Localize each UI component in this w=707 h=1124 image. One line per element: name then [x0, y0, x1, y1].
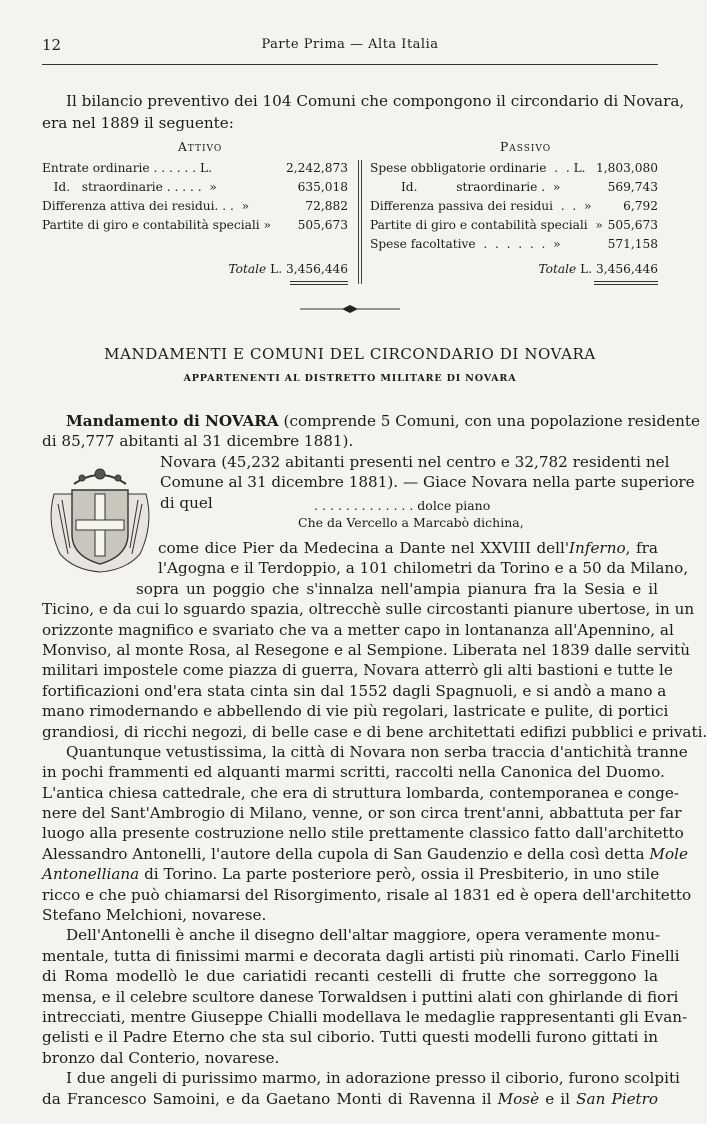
total-underline [290, 284, 348, 285]
intro-paragraph [42, 90, 685, 134]
book-title-inferno: Inferno [569, 539, 626, 557]
passivo-total [370, 262, 658, 280]
header-rule [42, 64, 658, 65]
attivo-row: Entrate ordinarie . . . . . . L. 2,242,873 [42, 161, 348, 175]
passivo-row: Id. straordinarie . » 569,743 [370, 180, 658, 194]
column-divider [361, 160, 362, 284]
verse-line-1: . . . . . . . . . . . . . dolce piano [314, 498, 491, 513]
passivo-row: Differenza passiva dei residui . . » 6,792 [370, 199, 658, 213]
total-underline [290, 281, 348, 282]
running-title: Parte Prima — Alta Italia [261, 37, 439, 52]
total-value: L. 3,456,446 [580, 262, 658, 276]
ornament-divider [300, 303, 400, 315]
passivo-heading: Passivo [500, 140, 552, 154]
paragraph-novara-intro: Novara (45,232 abitanti presenti nel centro e 32,782 residenti nel Comune al 31 dicembre 1881). — Giace Novara nella parte superiore di quel [160, 453, 695, 512]
column-divider [358, 160, 359, 284]
attivo-row: Differenza attiva dei residui. . . » 72,882 [42, 199, 348, 213]
intro-line-1: Il bilancio preventivo dei 104 Comuni che compongono il circondario di Novara, [66, 92, 685, 110]
attivo-row: Partite di giro e contabilità speciali » 505,673 [42, 218, 348, 232]
paragraph-novara-wrap: come dice Pier da Medecina a Dante nel XXVIII dell'Inferno, fra l'Agogna e il Terdoppio, a 101 chilometri da Torino e a 50 da Milano, [158, 539, 689, 578]
attivo-total [42, 262, 348, 280]
total-label: Totale [538, 262, 577, 276]
attivo-row: Id. straordinarie . . . . . » 635,018 [42, 180, 348, 194]
intro-line-2: era nel 1889 il seguente: [42, 114, 234, 132]
total-value: L. 3,456,446 [270, 262, 348, 276]
passivo-row: Spese facoltative . . . . . . » 571,158 [370, 237, 658, 251]
novara-coat-of-arms [44, 464, 156, 574]
paragraph-mandamento: Mandamento di NOVARA (comprende 5 Comuni, con una popolazione residente di 85,777 abitanti al 31 dicembre 1881). [42, 412, 700, 451]
paragraph-novara-body: Ticino, e da cui lo sguardo spazia, oltrecchè sulle circostanti pianure ubertose, in un orizzonte magnifico e svariato che va a metter capo in lontananza all'Apennino, al Monviso, al monte Rosa, al Resegone e al Sempione. Liberata nel 1839 dalle servitù militari impostele come piazza di guerra, Novara atterrò gli alti bastioni e tutte le fortificazioni ond'era stata cinta sin dal 1552 dagli Spagnuoli, e si andò a mano a mano rimodernando e abbellendo di vie più regolari, lastricate e pulite, di portici grandiosi, di ricchi negozi, di belle case e di bene architettati edifizi pubblici e privati. Quantunque vetustissima, la città di Novara non serba traccia d'antichità tranne in pochi frammenti ed alquanti marmi scritti, raccolti nella Canonica del Duomo. L'antica chiesa cattedrale, che era di struttura lombarda, contemporanea e conge- nere del Sant'Ambrogio di Milano, venne, or son circa trent'anni, abbattuta per far luogo alla presente costruzione nello stile prettamente classico fatto dall'architetto Alessandro Antonelli, l'autore della cupola di San Gaudenzio e della così detta Mole Antonelliana di Torino. La parte posteriore però, ossia il Presbiterio, in uno stile ricco e che può chiamarsi del Risorgimento, risale al 1831 ed è opera dell'architetto Stefano Melchioni, novarese. Dell'Antonelli è anche il disegno dell'altar maggiore, opera veramente monu- mentale, tutta di finissimi marmi e decorata dagli artisti più rinomati. Carlo Finelli di Roma modellò le due cariatidi recanti cestelli di frutte che sorreggono la mensa, e il celebre scultore danese Torwaldsen i puttini alati con ghirlande di fiori intrecciati, mentre Giuseppe Chialli modellava le medaglie rappresentanti gli Evan- gelisti e il Padre Eterno che sta sul ciborio. Tutti questi modelli furono gittati in bronzo dal Conterio, novarese. I due angeli di purissimo marmo, in adorazione presso il ciborio, furono scolpiti da Francesco Samoini, e da Gaetano Monti di Ravenna il Mosè e il San Pietro [42, 600, 707, 1108]
running-header [42, 36, 658, 56]
page-number: 12 [42, 36, 62, 54]
passivo-row: Partite di giro e contabilità speciali » 505,673 [370, 218, 658, 232]
section-title: MANDAMENTI E COMUNI DEL CIRCONDARIO DI NOVARA [104, 345, 596, 363]
balance-table [42, 140, 658, 290]
verse-line-2: Che da Vercello a Marcabò dichina, [298, 515, 524, 530]
total-underline [594, 281, 658, 282]
paragraph-novara-wrap2: sopra un poggio che s'innalza nell'ampia pianura fra la Sesia e il [136, 579, 658, 598]
total-label: Totale [228, 262, 267, 276]
section-subtitle: APPARTENENTI AL DISTRETTO MILITARE DI NOVARA [183, 373, 517, 384]
passivo-row: Spese obbligatorie ordinarie . . L. 1,803,080 [370, 161, 658, 175]
total-underline [594, 284, 658, 285]
mandamento-heading: Mandamento di NOVARA [66, 412, 279, 430]
attivo-heading: Attivo [178, 140, 223, 154]
